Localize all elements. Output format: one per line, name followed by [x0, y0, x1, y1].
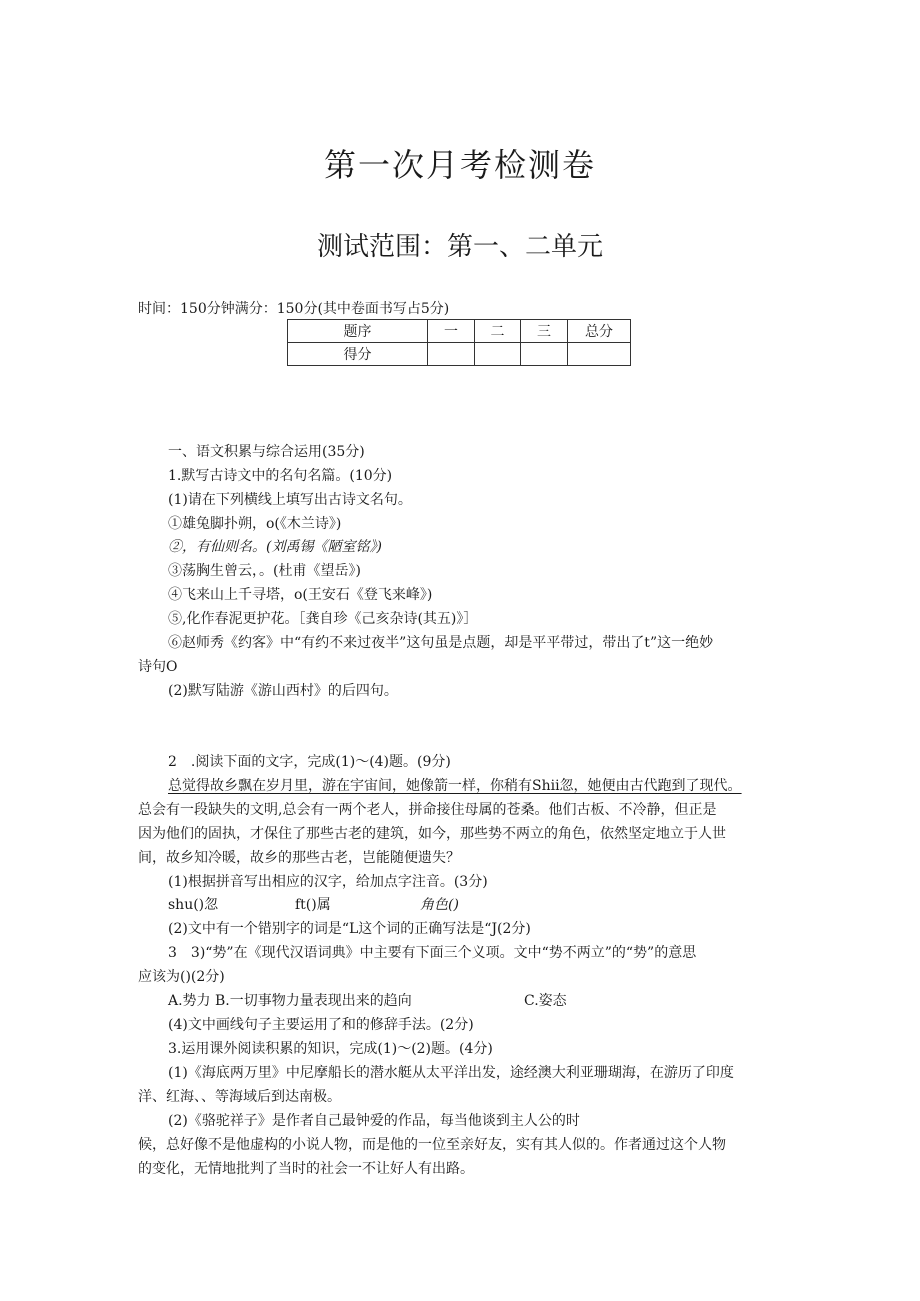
score-table [287, 319, 631, 366]
score-header-cell: 一 [428, 320, 475, 343]
text-line: 总会有一段缺失的文明,总会有一两个老人，拼命接住母属的苍桑。他们古板、不冷静，但正是 [138, 802, 717, 818]
underlined-sentence: 总觉得故乡飘在岁月里，游在宇宙间，她像箭一样，你稍有Shii忽，她便由古代跑到了现代。 [168, 778, 742, 794]
pinyin-item: shu()忽 [168, 897, 219, 913]
pinyin-item: ft()属 [295, 897, 331, 913]
text-line: 因为他们的固执，才保住了那些古老的建筑，如今，那些势不两立的角色，依然坚定地立于人世 [138, 826, 726, 842]
text-line: ③荡胸生曾云，。(杜甫《望岳》) [168, 563, 361, 579]
score-row-label: 得分 [288, 343, 428, 366]
text-line: ④飞来山上千寻塔，o(王安石《登飞来峰》) [168, 587, 433, 603]
text-line: 候，总好像不是他虚构的小说人物，而是他的一位至亲好友，实有其人似的。作者通过这个人物 [138, 1137, 726, 1153]
score-cell[interactable] [521, 343, 568, 366]
text-line: 诗句O [138, 659, 178, 675]
text-line: ①雄兔脚扑朔，o(《木兰诗》) [168, 516, 342, 532]
text-line: (2)文中有一个错别字的词是“L这个词的正确写法是“J(2分) [168, 921, 531, 937]
pinyin-item: 角色() [420, 897, 459, 913]
text-line: 应该为()(2分) [138, 969, 225, 985]
question-heading: 3.运用课外阅读积累的知识，完成(1)〜(2)题。(4分) [168, 1041, 493, 1057]
page-title: 第一次月考检测卷 [323, 146, 596, 184]
question-heading: 2 .阅读下面的文字，完成(1)〜(4)题。(9分) [168, 754, 451, 770]
text-line: ⑤,化作春泥更护花。［龚自珍《己亥杂诗(其五)》］ [168, 611, 478, 627]
score-header-cell: 三 [521, 320, 568, 343]
score-cell[interactable] [428, 343, 475, 366]
text-line: (2)默写陆游《游山西村》的后四句。 [168, 683, 398, 699]
text-line: ⑥赵师秀《约客》中“有约不来过夜半”这句虽是点题，却是平平带过，带出了t”这一绝妙 [168, 635, 714, 651]
text-line: (1)《海底两万里》中尼摩船长的潜水艇从太平洋出发，途经澳大利亚珊瑚海，在游历了印度 [168, 1065, 734, 1081]
text-line: (4)文中画线句子主要运用了和的修辞手法。(2分) [168, 1017, 474, 1033]
text-line: ②，有仙则名。(刘禹锡《陋室铭》) [168, 539, 382, 555]
score-header-cell: 总分 [568, 320, 631, 343]
text-line: (2)《骆驼祥子》是作者自己最钟爱的作品，每当他谈到主人公的时 [168, 1113, 580, 1129]
option-item: A.势力 B.一切事物力量表现出来的趋向 [168, 993, 412, 1009]
text-line: (1)根据拼音写出相应的汉字，给加点字注音。(3分) [168, 874, 488, 890]
score-header-cell: 题序 [288, 320, 428, 343]
score-cell[interactable] [568, 343, 631, 366]
score-cell[interactable] [475, 343, 521, 366]
section-heading: 一、语文积累与综合运用(35分) [168, 444, 365, 460]
text-line: (1)请在下列横线上填写出古诗文名句。 [168, 492, 412, 508]
text-line: 间，故乡知冷暖，故乡的那些古老，岂能随便遗失？ [138, 850, 460, 866]
score-table-header-row [288, 320, 631, 343]
text-line: 的变化，无情地批判了当时的社会一不让好人有出路。 [138, 1161, 474, 1177]
exam-meta: 时间：150分钟满分：150分(其中卷面书写占5分) [138, 301, 450, 317]
text-line: 洋、红海、、等海域后到达南极。 [138, 1089, 341, 1105]
page-subtitle: 测试范围：第一、二单元 [316, 232, 603, 262]
score-header-cell: 二 [475, 320, 521, 343]
text-line: 3 3)“势”在《现代汉语词典》中主要有下面三个义项。文中“势不两立”的“势”的意思 [168, 945, 697, 961]
score-table-score-row [288, 343, 631, 366]
option-item: C.姿态 [524, 993, 567, 1009]
question-heading: 1.默写古诗文中的名句名篇。(10分) [168, 468, 393, 484]
